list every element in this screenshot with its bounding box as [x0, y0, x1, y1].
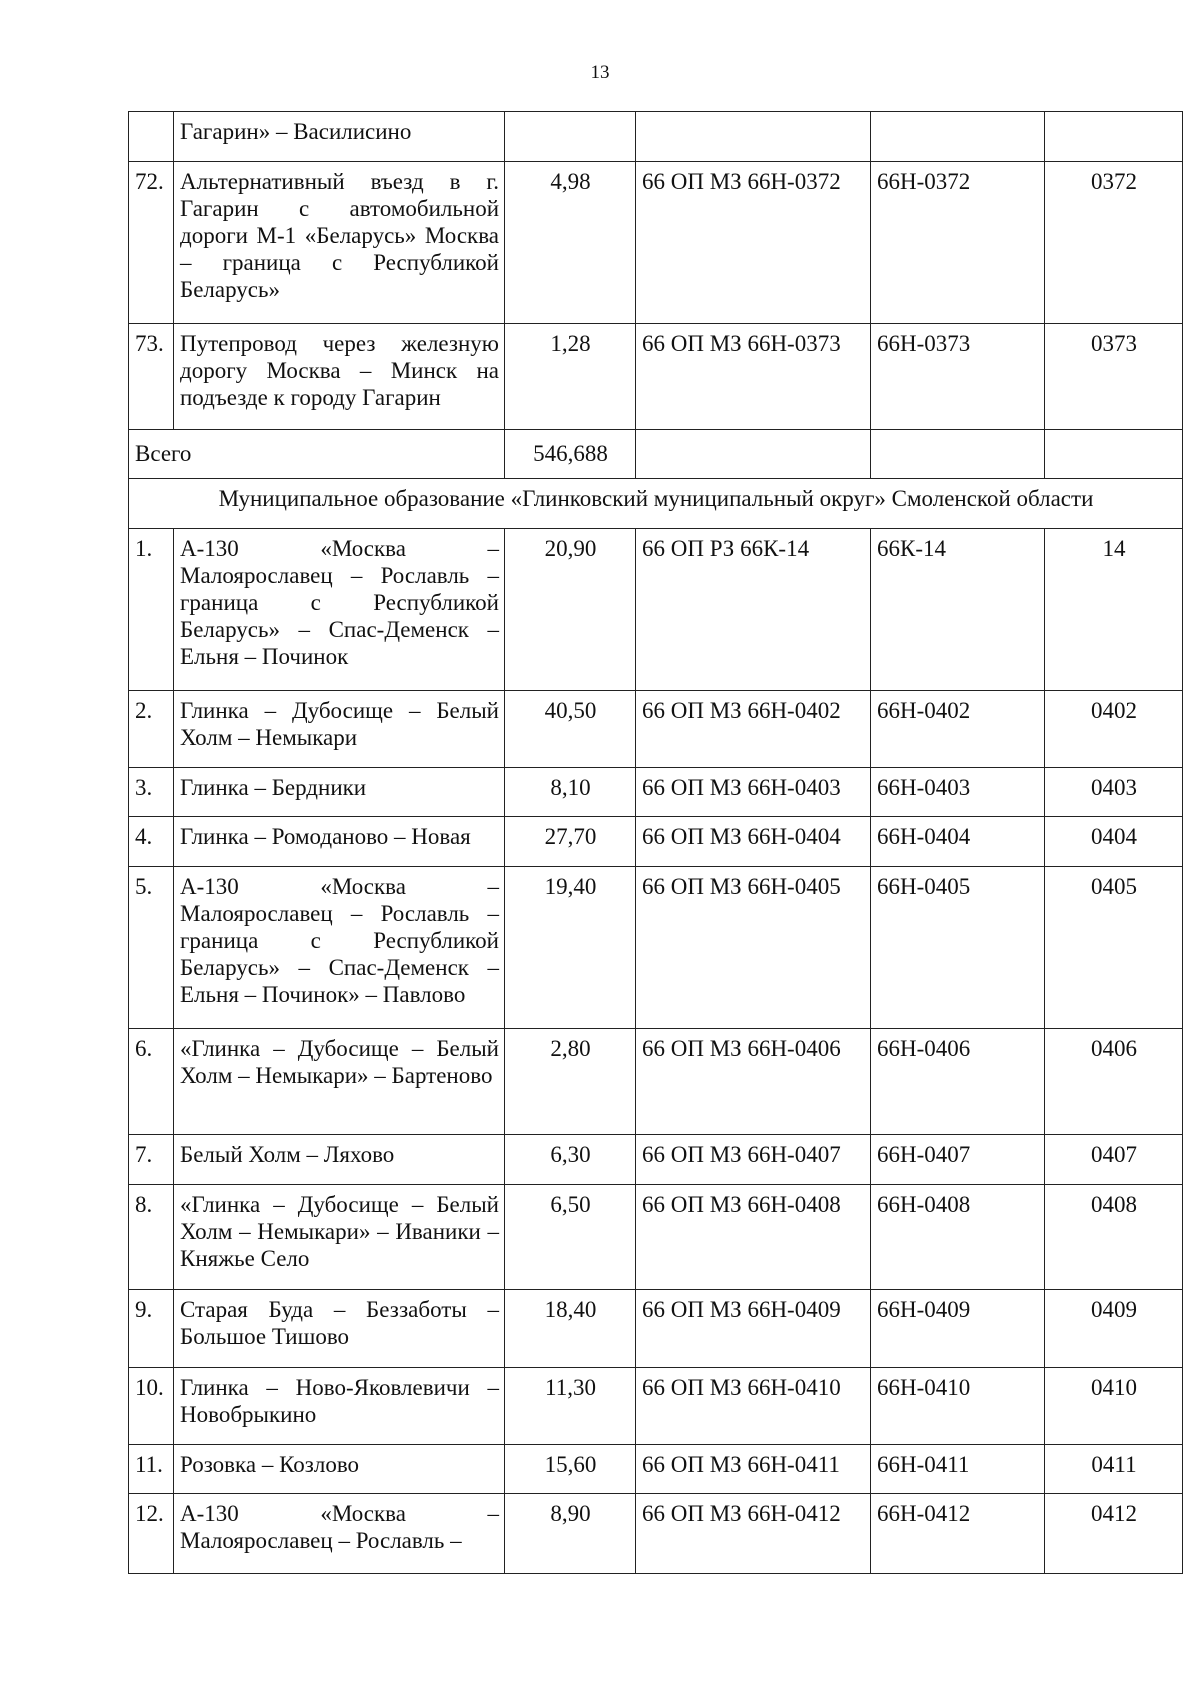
road-short-code: 66Н-0373	[871, 324, 1045, 430]
empty-cell	[871, 430, 1045, 479]
empty-cell	[636, 430, 871, 479]
road-id-code: 66 ОП МЗ 66Н-0411	[636, 1445, 871, 1494]
table-row	[129, 324, 1183, 430]
table-row	[129, 529, 1183, 691]
road-short-code: 66К-14	[871, 529, 1045, 691]
road-ref-number: 0402	[1045, 691, 1183, 768]
road-length	[505, 112, 636, 162]
road-short-code: 66Н-0404	[871, 817, 1045, 867]
road-short-code: 66Н-0403	[871, 768, 1045, 817]
road-name: Гагарин» – Василисино	[174, 112, 505, 162]
table-row	[129, 1290, 1183, 1368]
road-ref-number: 0408	[1045, 1185, 1183, 1290]
road-id-code: 66 ОП РЗ 66К-14	[636, 529, 871, 691]
row-number: 3.	[129, 768, 174, 817]
table-row	[129, 1135, 1183, 1185]
road-ref-number: 0372	[1045, 162, 1183, 324]
total-label: Всего	[129, 430, 505, 479]
empty-cell	[1045, 430, 1183, 479]
row-number: 11.	[129, 1445, 174, 1494]
road-ref-number: 0407	[1045, 1135, 1183, 1185]
road-id-code: 66 ОП МЗ 66Н-0404	[636, 817, 871, 867]
road-short-code: 66Н-0406	[871, 1029, 1045, 1135]
road-short-code: 66Н-0407	[871, 1135, 1045, 1185]
total-length: 546,688	[505, 430, 636, 479]
table-row	[129, 1445, 1183, 1494]
road-length: 4,98	[505, 162, 636, 324]
road-ref-number: 14	[1045, 529, 1183, 691]
road-id-code: 66 ОП МЗ 66Н-0408	[636, 1185, 871, 1290]
road-name: «Глинка – Дубосище – Белый Холм – Немыкари» – Бартеново	[174, 1029, 505, 1135]
road-name: Розовка – Козлово	[174, 1445, 505, 1494]
row-number: 9.	[129, 1290, 174, 1368]
road-short-code	[871, 112, 1045, 162]
row-number	[129, 112, 174, 162]
road-short-code: 66Н-0408	[871, 1185, 1045, 1290]
table-row	[129, 817, 1183, 867]
road-short-code: 66Н-0412	[871, 1494, 1045, 1574]
road-ref-number: 0403	[1045, 768, 1183, 817]
road-name: Альтернативный въезд в г. Гагарин с автомобильной дороги М-1 «Беларусь» Москва – граница с Республикой Беларусь»	[174, 162, 505, 324]
road-name: А-130 «Москва – Малоярославец – Рославль – граница с Республикой Беларусь» – Спас-Деменск – Ельня – Починок	[174, 529, 505, 691]
road-short-code: 66Н-0402	[871, 691, 1045, 768]
row-number: 12.	[129, 1494, 174, 1574]
road-short-code: 66Н-0409	[871, 1290, 1045, 1368]
row-number: 2.	[129, 691, 174, 768]
road-id-code	[636, 112, 871, 162]
table-row	[129, 1494, 1183, 1574]
road-ref-number	[1045, 112, 1183, 162]
road-length: 20,90	[505, 529, 636, 691]
table-row	[129, 691, 1183, 768]
road-id-code: 66 ОП МЗ 66Н-0403	[636, 768, 871, 817]
road-name: А-130 «Москва – Малоярославец – Рославль – граница с Республикой Беларусь» – Спас-Деменск – Ельня – Починок» – Павлово	[174, 867, 505, 1029]
road-length: 1,28	[505, 324, 636, 430]
road-name: «Глинка – Дубосище – Белый Холм – Немыкари» – Иваники – Княжье Село	[174, 1185, 505, 1290]
total-row	[129, 430, 1183, 479]
road-id-code: 66 ОП МЗ 66Н-0402	[636, 691, 871, 768]
road-name: Глинка – Ново-Яковлевичи – Новобрыкино	[174, 1368, 505, 1445]
road-name: Старая Буда – Беззаботы – Большое Тишово	[174, 1290, 505, 1368]
road-length: 2,80	[505, 1029, 636, 1135]
table-row	[129, 1029, 1183, 1135]
road-length: 8,10	[505, 768, 636, 817]
table-row	[129, 867, 1183, 1029]
road-ref-number: 0373	[1045, 324, 1183, 430]
road-name: Глинка – Ромоданово – Новая	[174, 817, 505, 867]
road-length: 40,50	[505, 691, 636, 768]
section-header-row	[129, 479, 1183, 529]
road-length: 8,90	[505, 1494, 636, 1574]
road-short-code: 66Н-0405	[871, 867, 1045, 1029]
table-row	[129, 1368, 1183, 1445]
road-name: Белый Холм – Ляхово	[174, 1135, 505, 1185]
row-number: 1.	[129, 529, 174, 691]
road-short-code: 66Н-0411	[871, 1445, 1045, 1494]
road-id-code: 66 ОП МЗ 66Н-0407	[636, 1135, 871, 1185]
section-title: Муниципальное образование «Глинковский муниципальный округ» Смоленской области	[129, 479, 1183, 529]
road-name: Глинка – Дубосище – Белый Холм – Немыкари	[174, 691, 505, 768]
road-id-code: 66 ОП МЗ 66Н-0372	[636, 162, 871, 324]
road-id-code: 66 ОП МЗ 66Н-0412	[636, 1494, 871, 1574]
road-ref-number: 0411	[1045, 1445, 1183, 1494]
road-name: А-130 «Москва – Малоярославец – Рославль –	[174, 1494, 505, 1574]
table-row	[129, 1185, 1183, 1290]
road-length: 15,60	[505, 1445, 636, 1494]
row-number: 10.	[129, 1368, 174, 1445]
road-id-code: 66 ОП МЗ 66Н-0409	[636, 1290, 871, 1368]
road-length: 6,30	[505, 1135, 636, 1185]
road-length: 27,70	[505, 817, 636, 867]
roads-table	[128, 111, 1183, 1574]
road-ref-number: 0409	[1045, 1290, 1183, 1368]
table-row	[129, 162, 1183, 324]
road-ref-number: 0405	[1045, 867, 1183, 1029]
road-ref-number: 0404	[1045, 817, 1183, 867]
road-id-code: 66 ОП МЗ 66Н-0405	[636, 867, 871, 1029]
road-length: 11,30	[505, 1368, 636, 1445]
road-id-code: 66 ОП МЗ 66Н-0410	[636, 1368, 871, 1445]
row-number: 6.	[129, 1029, 174, 1135]
table-row	[129, 112, 1183, 162]
row-number: 7.	[129, 1135, 174, 1185]
road-length: 18,40	[505, 1290, 636, 1368]
road-length: 19,40	[505, 867, 636, 1029]
road-ref-number: 0412	[1045, 1494, 1183, 1574]
row-number: 72.	[129, 162, 174, 324]
row-number: 73.	[129, 324, 174, 430]
road-id-code: 66 ОП МЗ 66Н-0373	[636, 324, 871, 430]
road-short-code: 66Н-0372	[871, 162, 1045, 324]
road-id-code: 66 ОП МЗ 66Н-0406	[636, 1029, 871, 1135]
road-length: 6,50	[505, 1185, 636, 1290]
page-number: 13	[590, 62, 610, 83]
table-row	[129, 768, 1183, 817]
road-ref-number: 0410	[1045, 1368, 1183, 1445]
road-short-code: 66Н-0410	[871, 1368, 1045, 1445]
row-number: 8.	[129, 1185, 174, 1290]
row-number: 5.	[129, 867, 174, 1029]
road-name: Глинка – Бердники	[174, 768, 505, 817]
road-name: Путепровод через железную дорогу Москва – Минск на подъезде к городу Гагарин	[174, 324, 505, 430]
road-ref-number: 0406	[1045, 1029, 1183, 1135]
row-number: 4.	[129, 817, 174, 867]
